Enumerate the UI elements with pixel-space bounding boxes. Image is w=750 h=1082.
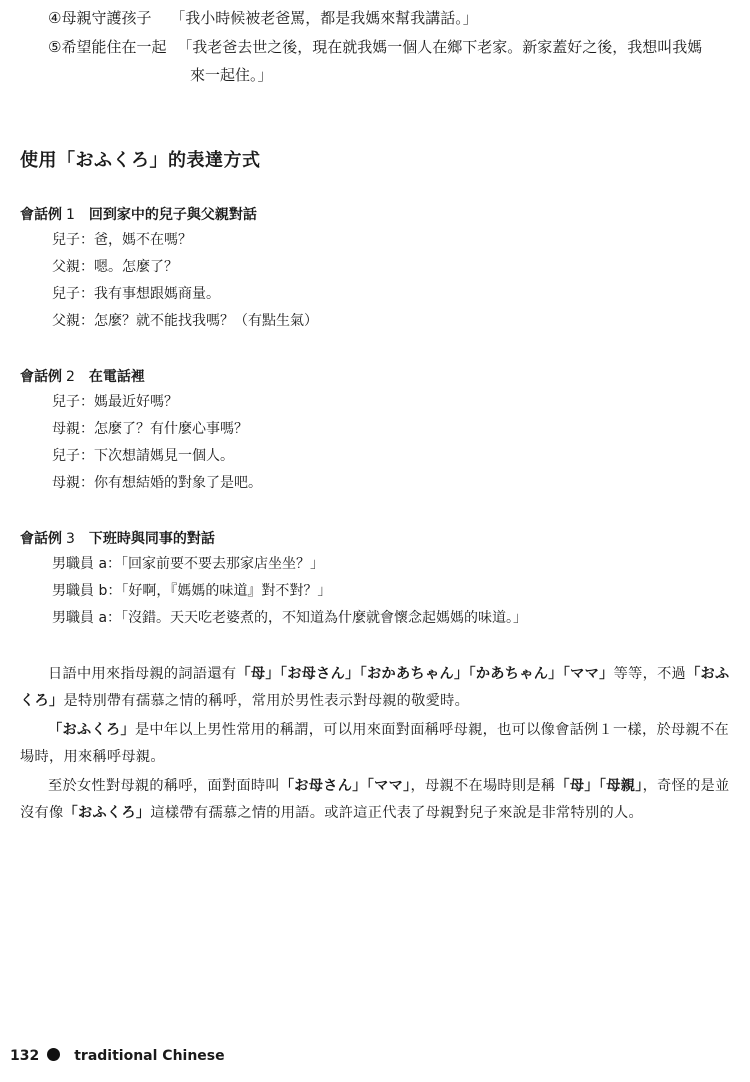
dialogue-line: 兒子：下次想請媽見一個人。 [52, 448, 234, 464]
dialogue-heading: 回到家中的兒子與父親對話 [88, 207, 257, 223]
dialogue-line: 兒子：我有事想跟媽商量。 [52, 286, 220, 302]
dialogue-label: 會話例 [20, 369, 62, 385]
dialogue-2 [20, 365, 262, 497]
list-item-label: ⑤希望能住在一起 [48, 38, 167, 56]
dialogue-1 [20, 203, 318, 335]
dialogue-title [20, 365, 262, 389]
dialogue-line: 父親：嗯。怎麼了？ [52, 259, 178, 275]
keyword: 「母」「母親」 [555, 778, 643, 794]
bullet-icon [47, 1048, 60, 1061]
dialogue-title [20, 527, 527, 551]
dialogue-number: 2 [66, 369, 75, 385]
paragraph-2: 「おふくろ」是中年以上男性常用的稱謂，可以用來面對面稱呼母親，也可以像會話例１一樣，於母親不在場時，用來稱呼母親。 [20, 722, 729, 765]
list-item-quote-continuation: 來一起住。」 [190, 66, 273, 84]
list-item-quote: 「我老爸去世之後，現在就我媽一個人在鄉下老家。新家蓋好之後，我想叫我媽 [177, 38, 703, 56]
dialogue-line: 母親：怎麼了？有什麼心事嗎？ [52, 421, 248, 437]
list-item-5 [48, 35, 702, 60]
keyword: 「お母さん」「ママ」 [279, 778, 411, 794]
dialogue-3 [20, 527, 527, 632]
keyword: 「おふくろ」 [20, 666, 730, 709]
dialogue-heading: 在電話裡 [88, 369, 145, 385]
keyword: 「おふくろ」 [48, 722, 135, 738]
dialogue-line: 父親：怎麼？就不能找我嗎？（有點生氣） [52, 313, 318, 329]
list-item-4 [48, 6, 478, 31]
list-item-label: ④母親守護孩子 [48, 9, 152, 27]
dialogue-title [20, 203, 318, 227]
section-heading: 使用「おふくろ」的表達方式 [20, 150, 261, 171]
dialogue-label: 會話例 [20, 531, 62, 547]
dialogue-number: 3 [66, 531, 75, 547]
body-text [20, 661, 736, 829]
dialogue-line: 男職員 a：「回家前要不要去那家店坐坐？」 [52, 556, 325, 572]
keyword: 「おふくろ」 [63, 805, 151, 821]
page-footer [10, 1048, 225, 1064]
page-number: 132 [10, 1048, 40, 1064]
footer-label: traditional Chinese [74, 1048, 225, 1064]
dialogue-number: 1 [66, 207, 75, 223]
keyword: 「母」「お母さん」「おかあちゃん」「かあちゃん」「ママ」 [236, 666, 614, 682]
dialogue-line: 母親：你有想結婚的對象了是吧。 [52, 475, 262, 491]
dialogue-line: 兒子：爸，媽不在嗎？ [52, 232, 192, 248]
dialogue-line: 男職員 a：「沒錯。天天吃老婆煮的，不知道為什麼就會懷念起媽媽的味道。」 [52, 610, 528, 626]
list-item-quote: 「我小時候被老爸罵，都是我媽來幫我講話。」 [170, 9, 478, 27]
paragraph-3: 至於女性對母親的稱呼，面對面時叫「お母さん」「ママ」，母親不在場時則是稱「母」「母親」，奇怪的是並沒有像「おふくろ」這樣帶有孺慕之情的用語。或許這正代表了母親對兒子來說是非常特別的人。 [20, 778, 730, 821]
dialogue-line: 男職員 b：「好啊，『媽媽的味道』對不對？」 [52, 583, 332, 599]
dialogue-line: 兒子：媽最近好嗎？ [52, 394, 178, 410]
paragraph-1: 日語中用來指母親的詞語還有「母」「お母さん」「おかあちゃん」「かあちゃん」「ママ」等等，不過「おふくろ」是特別帶有孺慕之情的稱呼，常用於男性表示對母親的敬愛時。 [20, 666, 730, 709]
dialogue-heading: 下班時與同事的對話 [88, 531, 215, 547]
dialogue-label: 會話例 [20, 207, 62, 223]
